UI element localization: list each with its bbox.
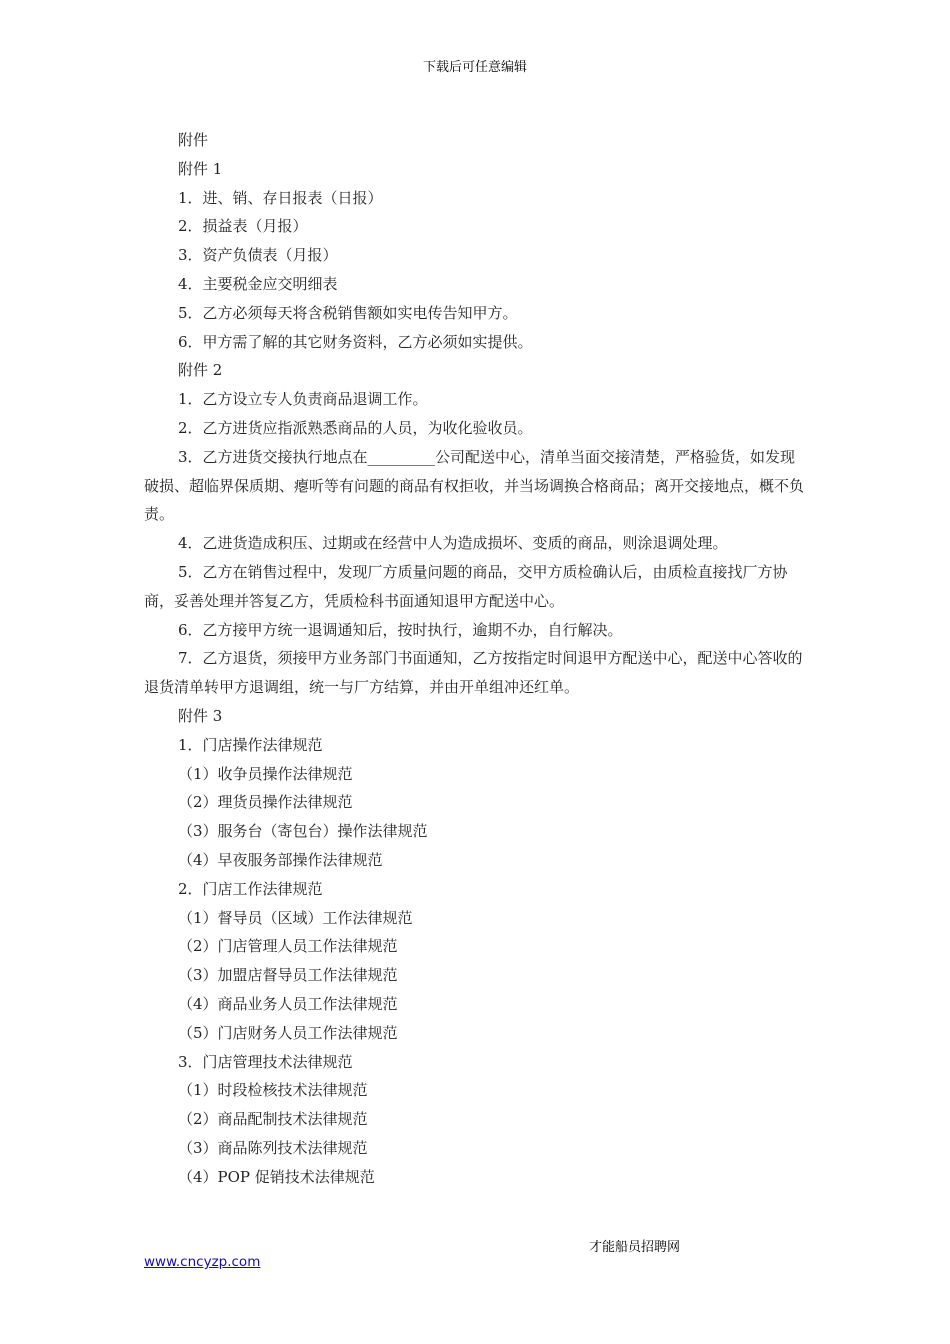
paragraph-line: 1．门店操作法律规范 — [178, 735, 323, 754]
document-body — [144, 126, 806, 1191]
paragraph-line: （3）商品陈列技术法律规范 — [178, 1138, 368, 1157]
paragraph-line: 5．乙方必须每天将含税销售额如实电传告知甲方。 — [178, 303, 518, 322]
paragraph-line: 附件 — [178, 131, 209, 149]
paragraph-line: 3．资产负债表（月报） — [178, 246, 338, 265]
footer-url-link[interactable]: www.cncyzp.com — [144, 1254, 261, 1270]
paragraph-line: 附件 2 — [178, 361, 223, 380]
paragraph-line: （2）理货员操作法律规范 — [178, 793, 353, 812]
paragraph-line: （4）早夜服务部操作法律规范 — [178, 850, 383, 869]
paragraph-line: 2．门店工作法律规范 — [178, 879, 323, 898]
footer-site-name: 才能船员招聘网 — [589, 1240, 681, 1255]
paragraph-line: 3．门店管理技术法律规范 — [178, 1052, 353, 1071]
paragraph-line: （2）门店管理人员工作法律规范 — [178, 937, 398, 956]
paragraph-line: （3）加盟店督导员工作法律规范 — [178, 966, 398, 985]
paragraph-line: 附件 1 — [178, 159, 223, 178]
paragraph-line: 1．乙方设立专人负责商品退调工作。 — [178, 390, 428, 409]
paragraph-line: 6．甲方需了解的其它财务资料，乙方必须如实提供。 — [178, 332, 533, 351]
paragraph-line: 1．进、销、存日报表（日报） — [178, 188, 383, 207]
paragraph-line: （4）商品业务人员工作法律规范 — [178, 994, 398, 1013]
paragraph-line: 2．乙方进货应指派熟悉商品的人员，为收化验收员。 — [178, 418, 533, 437]
paragraph-line: 7．乙方退货，须接甲方业务部门书面通知，乙方按指定时间退甲方配送中心，配送中心答收的退货清单转甲方退调组，统一与厂方结算，并由开单组冲还红单。 — [144, 649, 803, 697]
paragraph-line: （5）门店财务人员工作法律规范 — [178, 1023, 398, 1042]
paragraph-line: （3）服务台（寄包台）操作法律规范 — [178, 822, 428, 841]
paragraph-line: （4）POP 促销技术法律规范 — [178, 1167, 375, 1186]
paragraph-line: 5．乙方在销售过程中，发现厂方质量问题的商品，交甲方质检确认后，由质检直接找厂方协商，妥善处理并答复乙方，凭质检科书面通知退甲方配送中心。 — [144, 562, 788, 610]
paragraph-line: 6．乙方接甲方统一退调通知后，按时执行，逾期不办，自行解决。 — [178, 620, 623, 639]
paragraph-line: 2．损益表（月报） — [178, 217, 308, 236]
paragraph-line: （1）时段检核技术法律规范 — [178, 1081, 368, 1100]
paragraph-line: 4．乙进货造成积压、过期或在经营中人为造成损坏、变质的商品，则涂退调处理。 — [178, 534, 728, 553]
paragraph-line: 3．乙方进货交接执行地点在_________公司配送中心，清单当面交接清楚，严格验货，如发现破损、超临界保质期、瘪听等有问题的商品有权拒收，并当场调换合格商品；离开交接地点，概不负责。 — [144, 447, 805, 524]
paragraph-line: （1）督导员（区域）工作法律规范 — [178, 908, 413, 927]
paragraph-line: 4．主要税金应交明细表 — [178, 274, 338, 293]
paragraph-line: （2）商品配制技术法律规范 — [178, 1110, 368, 1129]
page-header: 下载后可任意编辑 — [422, 60, 527, 75]
paragraph-line: （1）收争员操作法律规范 — [178, 764, 353, 783]
paragraph-line: 附件 3 — [178, 706, 223, 725]
